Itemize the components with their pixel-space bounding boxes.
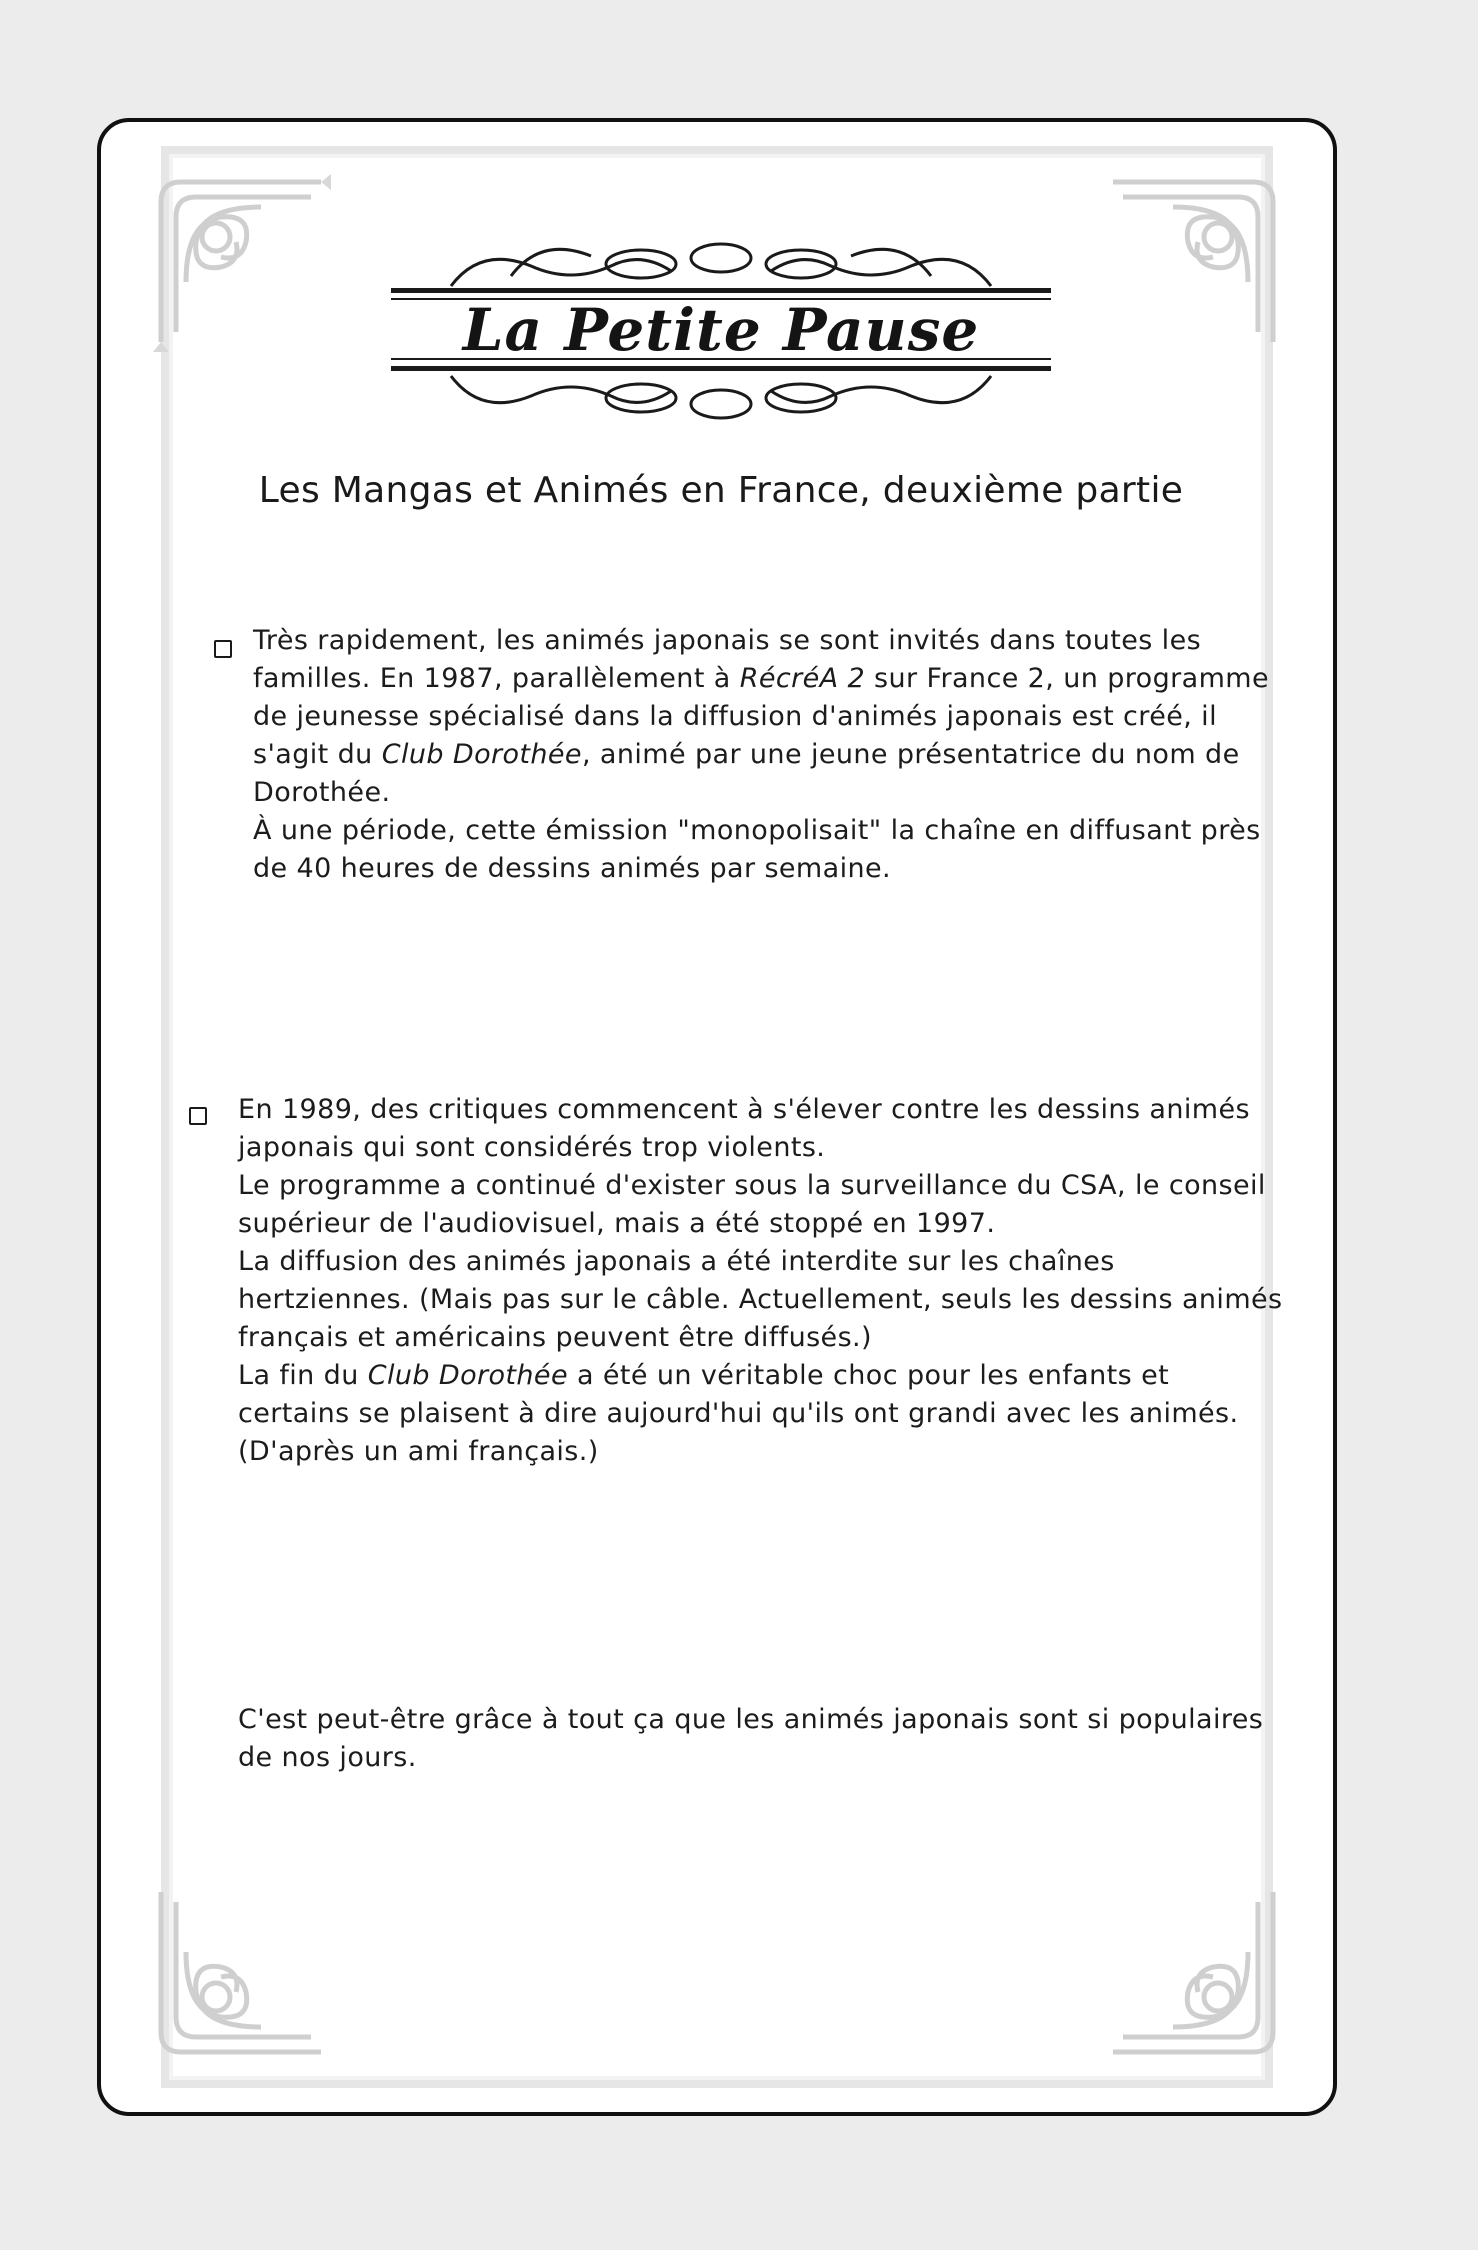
section-critiques — [238, 1091, 1288, 1471]
paragraph — [238, 1357, 1288, 1433]
title-banner — [391, 226, 1051, 426]
paragraph: (D'après un ami français.) — [238, 1436, 599, 1467]
corner-ornament-icon — [141, 162, 331, 352]
corner-ornament-icon — [1103, 1882, 1293, 2072]
text-segment: , animé par une jeune présentatrice du nom de Dorothée. — [253, 739, 1240, 808]
paragraph — [253, 622, 1287, 812]
bullet-box-icon — [189, 1107, 207, 1125]
text-segment: Très rapidement, les animés japonais se sont invités dans toutes les familles. En 1987, parallèlement à — [253, 625, 1202, 694]
program-name: Club Dorothée — [367, 1360, 568, 1391]
text-segment: La fin du — [238, 1360, 368, 1391]
paragraph: En 1989, des critiques commencent à s'élever contre les dessins animés japonais qui sont considérés trop violents. — [238, 1094, 1250, 1163]
section-club-dorothee — [253, 622, 1287, 888]
content-card — [97, 118, 1337, 2116]
text-segment: a été un véritable choc pour les enfants et certains se plaisent à dire aujourd'hui qu'ils ont grandi avec les animés. — [238, 1360, 1239, 1429]
program-name: Club Dorothée — [381, 739, 582, 770]
paragraph: La diffusion des animés japonais a été interdite sur les chaînes hertziennes. (Mais pas sur le câble. Actuellement, seuls les dessins animés français et américains peuvent être diffusés.) — [238, 1246, 1283, 1353]
program-name: RécréA 2 — [739, 663, 866, 694]
corner-ornament-icon — [141, 1882, 331, 2072]
paragraph: Le programme a continué d'exister sous la surveillance du CSA, le conseil supérieur de l'audiovisuel, mais a été stoppé en 1997. — [238, 1170, 1266, 1239]
bullet-box-icon — [214, 640, 232, 658]
corner-ornament-icon — [1103, 162, 1293, 352]
page-title: La Petite Pause — [462, 296, 980, 364]
section-conclusion — [238, 1701, 1288, 1777]
text-segment: sur France 2, un programme de jeunesse spécialisé dans la diffusion d'animés japonais est créé, il s'agit du — [253, 663, 1269, 770]
paragraph: C'est peut-être grâce à tout ça que les animés japonais sont si populaires de nos jours. — [238, 1704, 1264, 1773]
paragraph: À une période, cette émission "monopolisait" la chaîne en diffusant près de 40 heures de dessins animés par semaine. — [253, 815, 1261, 884]
page-subtitle: Les Mangas et Animés en France, deuxième partie — [258, 470, 1184, 511]
